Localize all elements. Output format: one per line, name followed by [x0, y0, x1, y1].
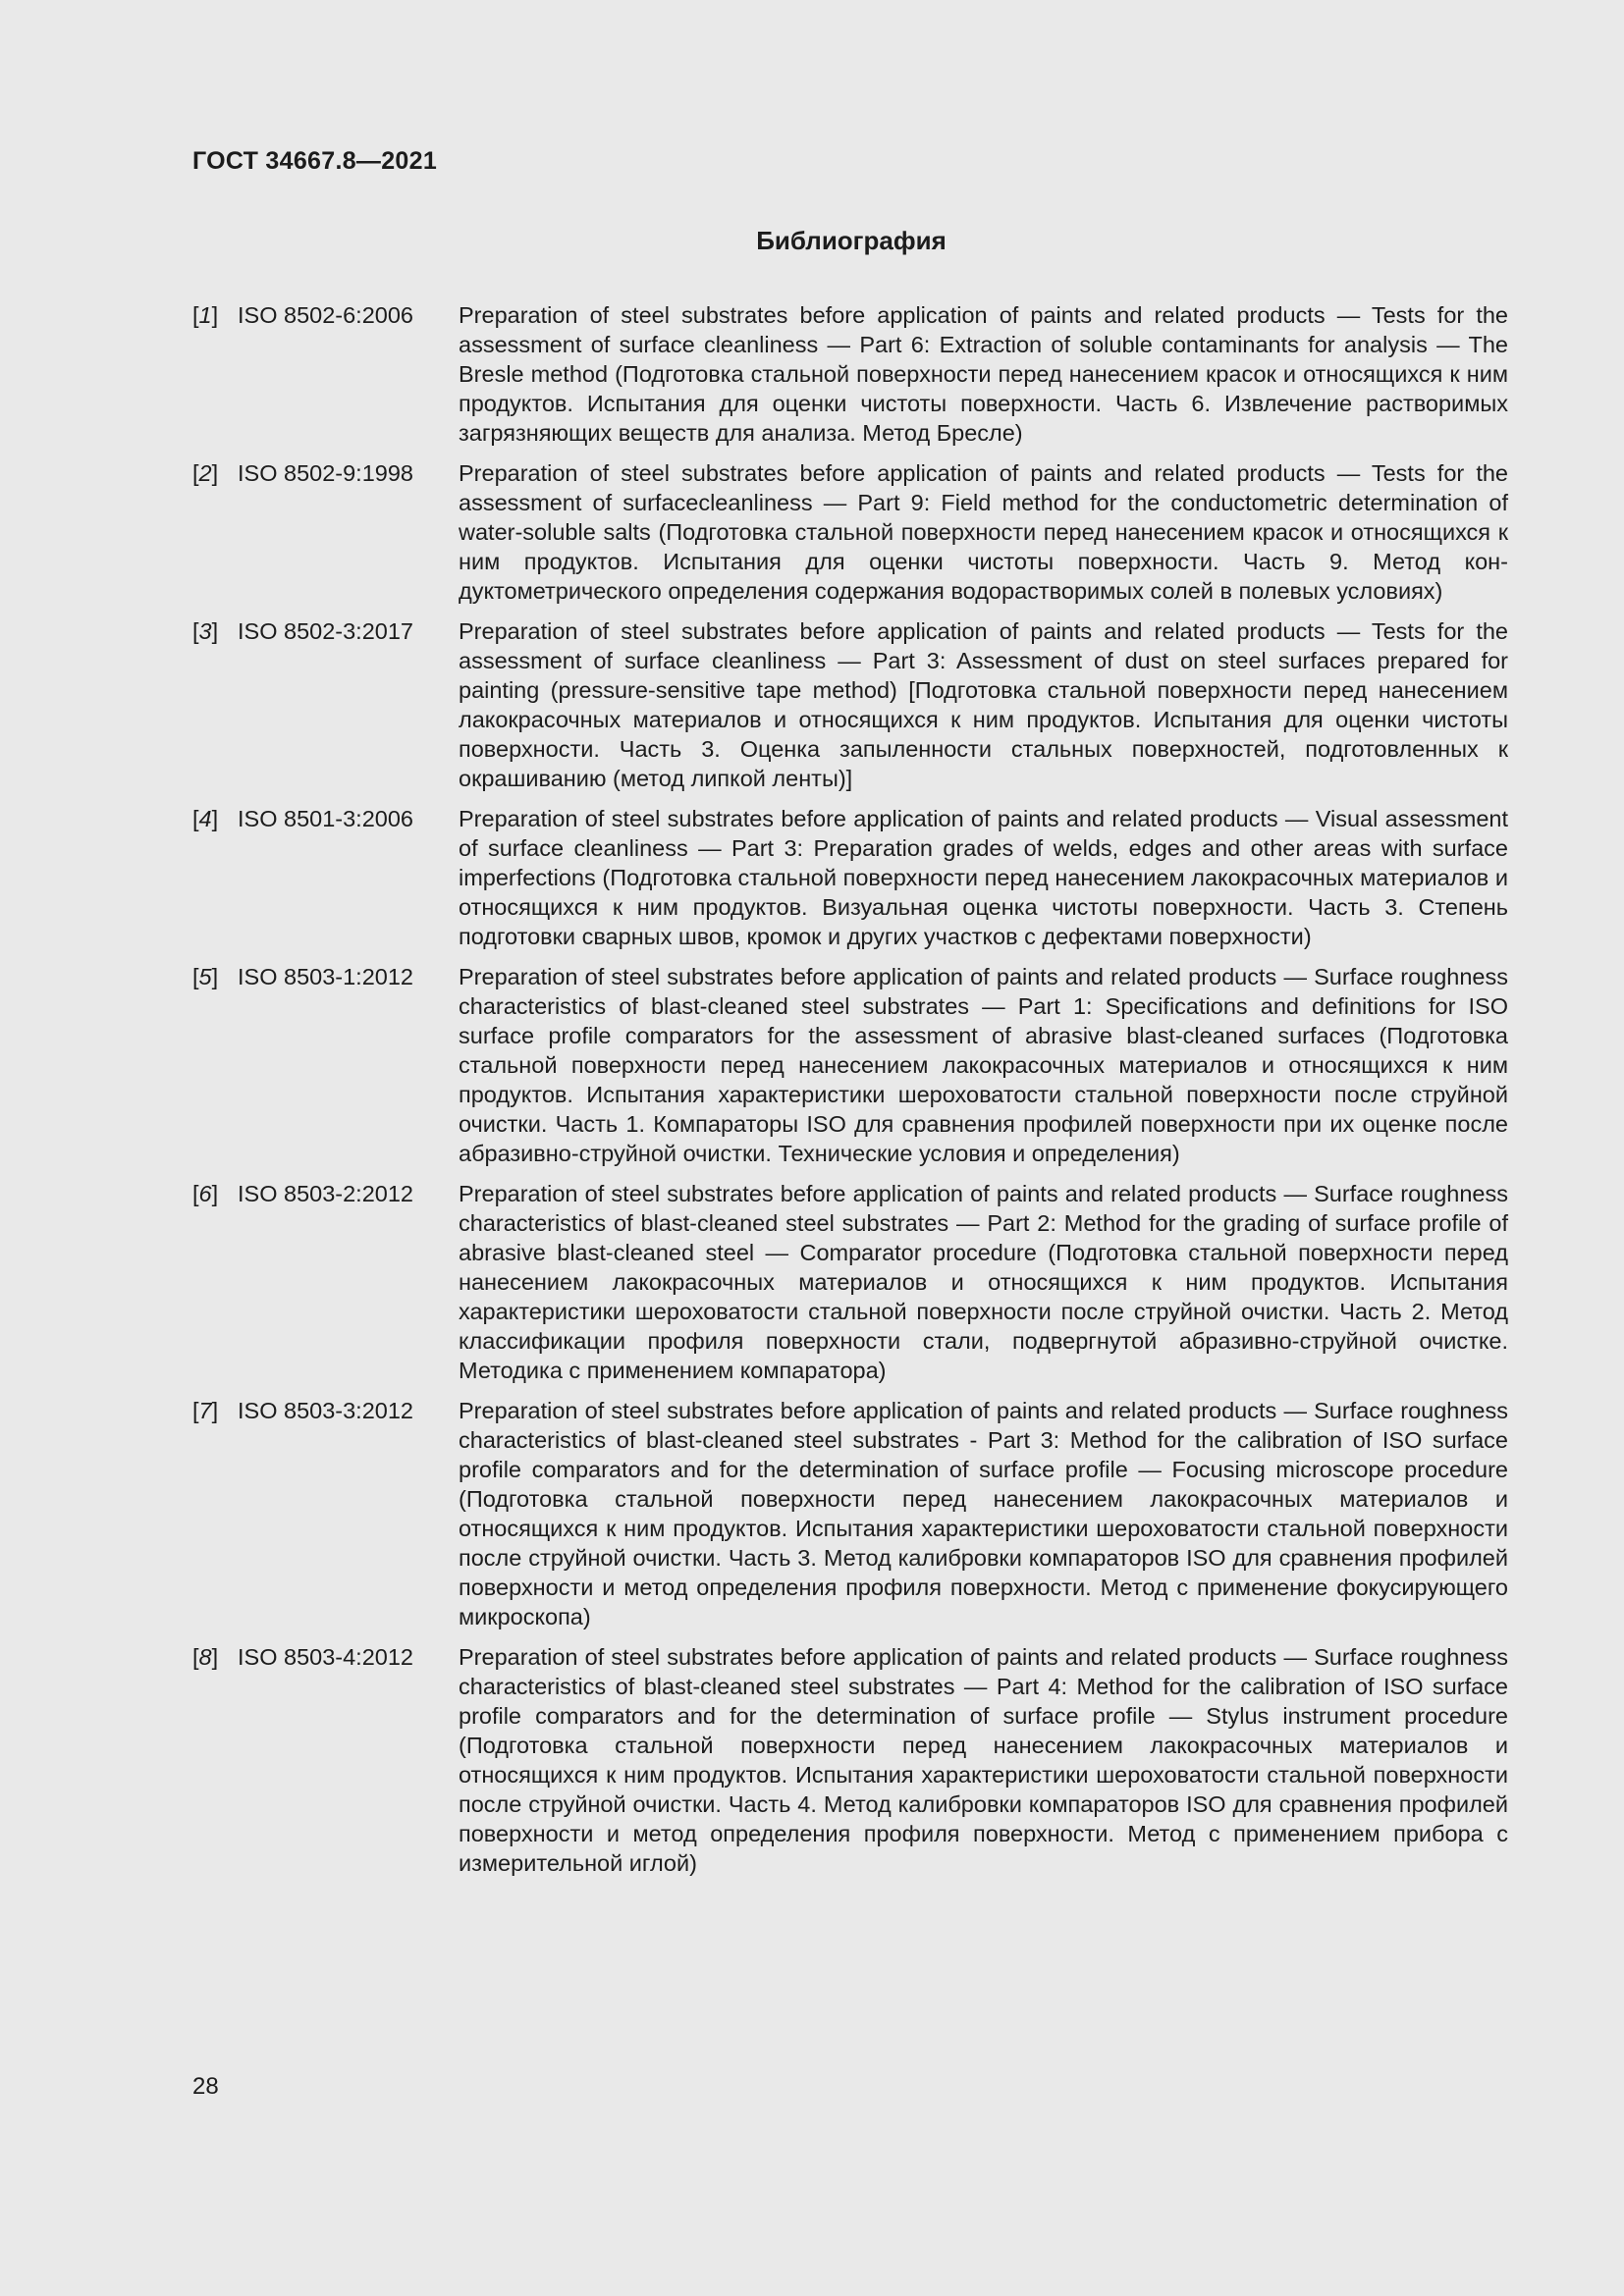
- document-code: ГОСТ 34667.8—2021: [192, 147, 438, 175]
- entry-number-value: 5: [198, 964, 212, 989]
- entry-number-value: 2: [198, 460, 212, 486]
- entry-number-value: 3: [198, 618, 212, 644]
- entry-standard-code: ISO 8503-1:2012: [238, 964, 413, 989]
- entry-standard-code: ISO 8502-9:1998: [238, 460, 413, 486]
- bibliography-list: [192, 300, 1508, 1889]
- bibliography-entry: [192, 458, 1508, 606]
- entry-number: [7]: [192, 1398, 219, 1423]
- entry-number-value: 6: [198, 1181, 212, 1206]
- entry-title: Preparation of steel substrates before application of paints and related products — Visual assessment of surface cleanliness — Part 3: Preparation grades of welds, edges and other areas with surface imperfections (Подготовка стальной поверхности перед нанесением лакокрасочных материалов и относящихся к ним продуктов. Визуальная оценка чистоты поверхности. Часть 3. Степень подготовки сварных швов, кромок и других участков с дефектами поверхности): [459, 806, 1508, 949]
- bibliography-entry: [192, 1396, 1508, 1631]
- entry-title: Preparation of steel substrates before application of paints and related products — Surface roughness characteristics of blast-cleaned steel substrates - Part 3: Method for the calibration of ISO surface profile comparators and for the determination of surface profile — Focusing microscope procedure (Подготовка стальной поверхности перед нанесением лакокрасочных материалов и относящихся к ним продуктов. Испытания характеристики шероховатости стальной поверхности после струйной очистки. Часть 3. Метод калибровки компараторов ISO для сравнения профилей поверхности и метод определения профиля поверхности. Метод с применение фокусирующего микроскопа): [459, 1398, 1508, 1629]
- entry-standard-code: ISO 8503-4:2012: [238, 1644, 413, 1670]
- bibliography-entry: [192, 804, 1508, 951]
- entry-title: Preparation of steel substrates before application of paints and related products — Surface roughness characteristics of blast-cleaned steel substrates — Part 1: Specifications and definitions for ISO surface profile comparators for the assessment of abrasive blast-cleaned surfaces (Подготовка стальной поверхности перед нанесением лакокрасочных материалов и относящихся к ним продуктов. Испытания характеристики шероховатости стальной поверхности после струйной очистки. Часть 1. Компараторы ISO для сравнения профилей поверхности при их оценке после абразивно-струйной очистки. Технические условия и определения): [459, 964, 1508, 1166]
- bibliography-entry: [192, 300, 1508, 448]
- bibliography-entry: [192, 616, 1508, 793]
- entry-standard-code: ISO 8502-3:2017: [238, 618, 413, 644]
- page-number: 28: [192, 2073, 219, 2100]
- bibliography-entry: [192, 1642, 1508, 1878]
- entry-number-value: 8: [198, 1644, 212, 1670]
- entry-standard-code: ISO 8503-2:2012: [238, 1181, 413, 1206]
- entry-title: Preparation of steel substrates before application of paints and related products — Tests for the assessment of surfacecleanliness — Part 9: Field method for the conductometric determination of water-soluble salts (Подготовка стальной поверхности перед нанесением красок и относящихся к ним продуктов. Испытания для оценки чистоты поверхности. Часть 9. Метод кондуктометрического определения содержания водорастворимых солей в полевых условиях): [459, 460, 1508, 604]
- entry-standard-code: ISO 8502-6:2006: [238, 302, 413, 328]
- entry-number-value: 7: [198, 1398, 212, 1423]
- entry-number: [5]: [192, 964, 219, 989]
- entry-title: Preparation of steel substrates before application of paints and related products — Surface roughness characteristics of blast-cleaned steel substrates — Part 4: Method for the calibration of ISO surface profile comparators and for the determination of surface profile — Stylus instrument procedure (Подготовка стальной поверхности перед нанесением лакокрасочных материалов и относящихся к ним продуктов. Испытания характеристики шероховатости стальной поверхности после струйной очистки. Часть 4. Метод калибровки компараторов ISO для сравнения профилей поверхности и метод определения профиля поверхности. Метод с применением прибора с измерительной иглой): [459, 1644, 1508, 1876]
- section-title: Библиография: [756, 226, 947, 255]
- entry-number-value: 4: [198, 806, 212, 831]
- entry-title: Preparation of steel substrates before application of paints and related products — Tests for the assessment of surface cleanliness — Part 6: Extraction of soluble contaminants for analysis — The Bresle method (Подготовка стальной поверхности перед нанесением красок и относящихся к ним продуктов. Испытания для оценки чистоты поверхности. Часть 6. Извлечение растворимых загрязняющих веществ для анализа. Метод Бресле): [459, 302, 1508, 446]
- entry-number: [4]: [192, 806, 219, 831]
- bibliography-entry: [192, 962, 1508, 1168]
- entry-number: [3]: [192, 618, 219, 644]
- entry-number: [6]: [192, 1181, 219, 1206]
- entry-number: [1]: [192, 302, 219, 328]
- entry-number: [2]: [192, 460, 219, 486]
- bibliography-entry: [192, 1179, 1508, 1385]
- entry-number: [8]: [192, 1644, 219, 1670]
- entry-standard-code: ISO 8503-3:2012: [238, 1398, 413, 1423]
- entry-title: Preparation of steel substrates before application of paints and related products — Tests for the assessment of surface cleanliness — Part 3: Assessment of dust on steel surfaces prepared for painting (pressure-sensitive tape method) [Подготовка стальной поверхности перед нанесением лакокрасочных материалов и относящихся к ним продуктов. Испытания для оценки чистоты поверхности. Часть 3. Оценка запыленности стальных поверхностей, подготовленных к окрашиванию (метод липкой ленты)]: [459, 618, 1508, 791]
- entry-title: Preparation of steel substrates before application of paints and related products — Surface roughness characteristics of blast-cleaned steel substrates — Part 2: Method for the grading of surface profile of abrasive blast-cleaned steel — Comparator procedure (Подготовка стальной поверхности перед нанесением лакокрасочных материалов и относящихся к ним продуктов. Испытания характеристики шероховатости стальной поверхности после струйной очистки. Часть 2. Метод классификации профиля поверхности стали, подвергнутой абразивно-струйной очистке. Методика с применением компаратора): [459, 1181, 1508, 1383]
- entry-standard-code: ISO 8501-3:2006: [238, 806, 413, 831]
- entry-number-value: 1: [198, 302, 212, 328]
